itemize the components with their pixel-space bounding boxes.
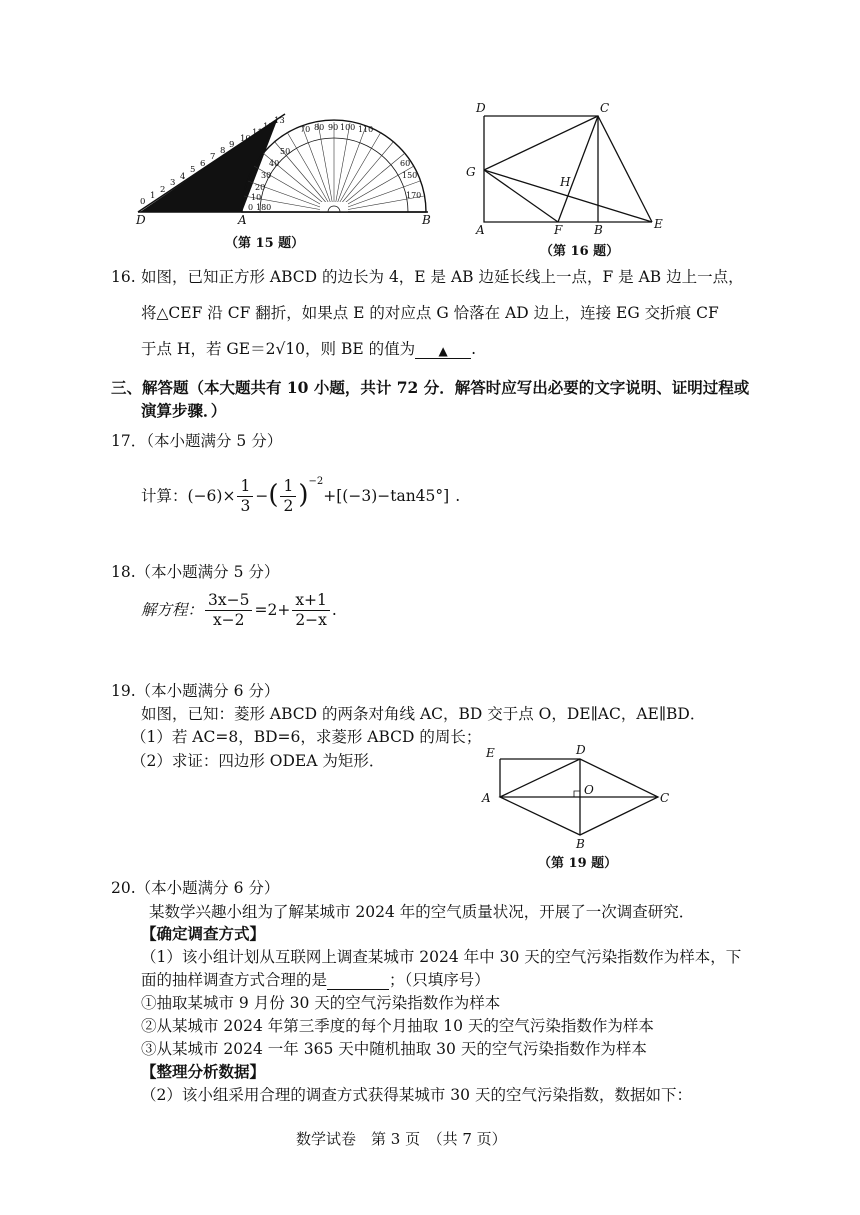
q17-minus: − (255, 486, 269, 505)
protractor-label: 40 (269, 159, 280, 168)
q17-frac2-den: 2 (283, 496, 294, 515)
figure-15-caption: （第 15 题） (225, 236, 305, 251)
q17-header: 17．（本小题满分 5 分） (111, 432, 283, 450)
q20-p1-b: 面的抽样调查方式合理的是 (141, 971, 328, 989)
q17-expr-a: (−6)× (187, 486, 236, 505)
protractor-label: 180 (256, 203, 272, 212)
q20-section-2: 【整理分析数据】 (141, 1062, 266, 1081)
q16-answer-mark: ▲ (438, 343, 448, 358)
section3-title-line2: 演算步骤．） (141, 401, 227, 420)
ruler-tick: 9 (229, 140, 235, 150)
point-label-A: A (482, 791, 491, 805)
q20-p1-a: （1）该小组计划从互联网上调查某城市 2024 年中 30 天的空气污染指数作为样本，下 (141, 948, 742, 966)
q19-part2: （2）求证：四边形 ODEA 为矩形． (131, 752, 385, 770)
point-label-D: D (136, 213, 146, 227)
q18-frac2-num: x+1 (292, 591, 330, 611)
q17-paren-open: ( (268, 480, 279, 511)
q20-option-2: ②从某城市 2024 年第三季度的每个月抽取 10 天的空气污染指数作为样本 (141, 1017, 654, 1035)
q18-header: 18.（本小题满分 5 分） (111, 563, 280, 581)
q19-header: 19.（本小题满分 6 分） (111, 682, 280, 700)
point-label-G: G (466, 165, 476, 179)
q16-sqrt: 2√10 (265, 340, 306, 358)
q17-prefix: 计算： (141, 486, 188, 505)
point-label-D: D (576, 743, 586, 757)
ruler-tick: 12 (263, 122, 274, 132)
q16-line3-end: . (471, 340, 477, 358)
q20-header: 20.（本小题满分 6 分） (111, 879, 280, 897)
section3-title-line1: 三、解答题（本大题共有 10 小题，共计 72 分．解答时应写出必要的文字说明、证明过程或 (111, 378, 750, 397)
point-label-E: E (654, 217, 663, 231)
q17-exponent: −2 (308, 476, 324, 487)
q16-number: 16. (111, 268, 136, 286)
point-label-E: E (486, 746, 495, 760)
q17-fraction-2 (280, 477, 296, 515)
point-label-B: B (594, 223, 603, 237)
q18-fraction-2 (292, 591, 330, 629)
page-footer: 数学试卷 第 3 页 （共 7 页） (296, 1130, 507, 1148)
q18-eq: =2+ (254, 600, 291, 619)
q18-fraction-1 (205, 591, 252, 629)
q20-intro: 某数学兴趣小组为了解某城市 2024 年的空气质量状况，开展了一次调查研究． (149, 903, 695, 921)
q18-equation (141, 588, 337, 632)
protractor-label: 0 (248, 203, 254, 212)
point-label-F: F (554, 223, 563, 237)
ruler-tick: 2 (160, 185, 166, 195)
ruler-tick: 1 (150, 191, 156, 201)
point-label-C: C (600, 101, 610, 115)
ruler-tick: 4 (180, 172, 186, 182)
ruler-tick: 8 (220, 146, 226, 156)
protractor-label: 150 (402, 171, 418, 180)
point-label-A: A (238, 213, 247, 227)
q18-end: . (331, 600, 337, 619)
q17-paren-close: ) (298, 480, 309, 511)
ruler-tick: 5 (190, 165, 196, 175)
protractor-label: 20 (255, 183, 266, 192)
q20-answer-blank[interactable] (327, 975, 389, 990)
q20-option-3: ③从某城市 2024 一年 365 天中随机抽取 30 天的空气污染指数作为样本 (141, 1040, 647, 1058)
ruler-tick: 6 (200, 159, 206, 169)
q17-end: . (455, 486, 461, 505)
protractor-label: 10 (251, 193, 262, 202)
q16-line3 (141, 340, 476, 359)
q16-line1: 如图，已知正方形 ABCD 的边长为 4，E 是 AB 边延长线上一点，F 是 AB 边上一点， (141, 268, 744, 286)
protractor-label: 110 (358, 125, 374, 134)
q20-p2: （2）该小组采用合理的调查方式获得某城市 30 天的空气污染指数，数据如下： (141, 1086, 692, 1104)
q20-p1-b-line (141, 971, 490, 990)
point-label-B: B (422, 213, 431, 227)
q20-section-1: 【确定调查方式】 (141, 924, 266, 943)
point-label-O: O (584, 783, 594, 797)
protractor-label: 50 (280, 147, 291, 156)
q18-frac1-num: 3x−5 (205, 591, 252, 611)
protractor-label: 70 (300, 125, 311, 134)
ruler-tick: 3 (170, 178, 176, 188)
figure-15 (130, 108, 440, 228)
point-label-A: A (476, 223, 485, 237)
q18-prefix: 解方程： (141, 600, 204, 619)
figure-19-caption: （第 19 题） (538, 856, 618, 871)
figure-19 (478, 742, 678, 852)
q19-part1: （1）若 AC=8，BD=6，求菱形 ABCD 的周长； (131, 728, 482, 746)
protractor-label: 170 (406, 191, 422, 200)
point-label-D: D (476, 101, 486, 115)
ruler-tick: 0 (140, 197, 146, 207)
q16-line2: 将△CEF 沿 CF 翻折，如果点 E 的对应点 G 恰落在 AD 边上，连接 EG 交折痕 CF (141, 304, 719, 322)
q17-frac1-num: 1 (237, 477, 253, 497)
q16-line3-b: ，则 BE 的值为 (305, 340, 416, 358)
protractor-label: 60 (400, 159, 411, 168)
point-label-B: B (576, 837, 585, 851)
protractor-label: 30 (261, 171, 272, 180)
q17-frac1-den: 3 (240, 496, 251, 515)
q20-option-1: ①抽取某城市 9 月份 30 天的空气污染指数作为样本 (141, 994, 501, 1012)
q17-fraction-1 (237, 477, 253, 515)
q17-expression (141, 476, 460, 516)
q16-line3-a: 于点 H，若 GE＝ (141, 340, 266, 358)
q17-expr-b: +[(−3)−tan45°] (323, 486, 450, 505)
q19-line1: 如图，已知：菱形 ABCD 的两条对角线 AC，BD 交于点 O，DE∥AC，AE∥BD． (141, 705, 706, 723)
protractor-label: 100 (340, 123, 356, 132)
q20-p1-c: ；（只填序号） (389, 971, 490, 989)
ruler-tick: 13 (274, 116, 285, 126)
ruler-tick: 7 (210, 152, 216, 162)
q16-answer-blank[interactable] (415, 344, 471, 359)
protractor-label: 90 (328, 123, 339, 132)
figure-16 (462, 98, 672, 238)
ruler-tick: 11 (252, 128, 263, 138)
q17-frac2-num: 1 (280, 477, 296, 497)
figure-16-caption: （第 16 题） (540, 244, 620, 259)
protractor-label: 80 (314, 123, 325, 132)
point-label-C: C (660, 791, 670, 805)
q18-frac2-den: 2−x (295, 610, 327, 629)
point-label-H: H (560, 175, 571, 189)
ruler-tick: 10 (240, 134, 251, 144)
q18-frac1-den: x−2 (212, 610, 245, 629)
